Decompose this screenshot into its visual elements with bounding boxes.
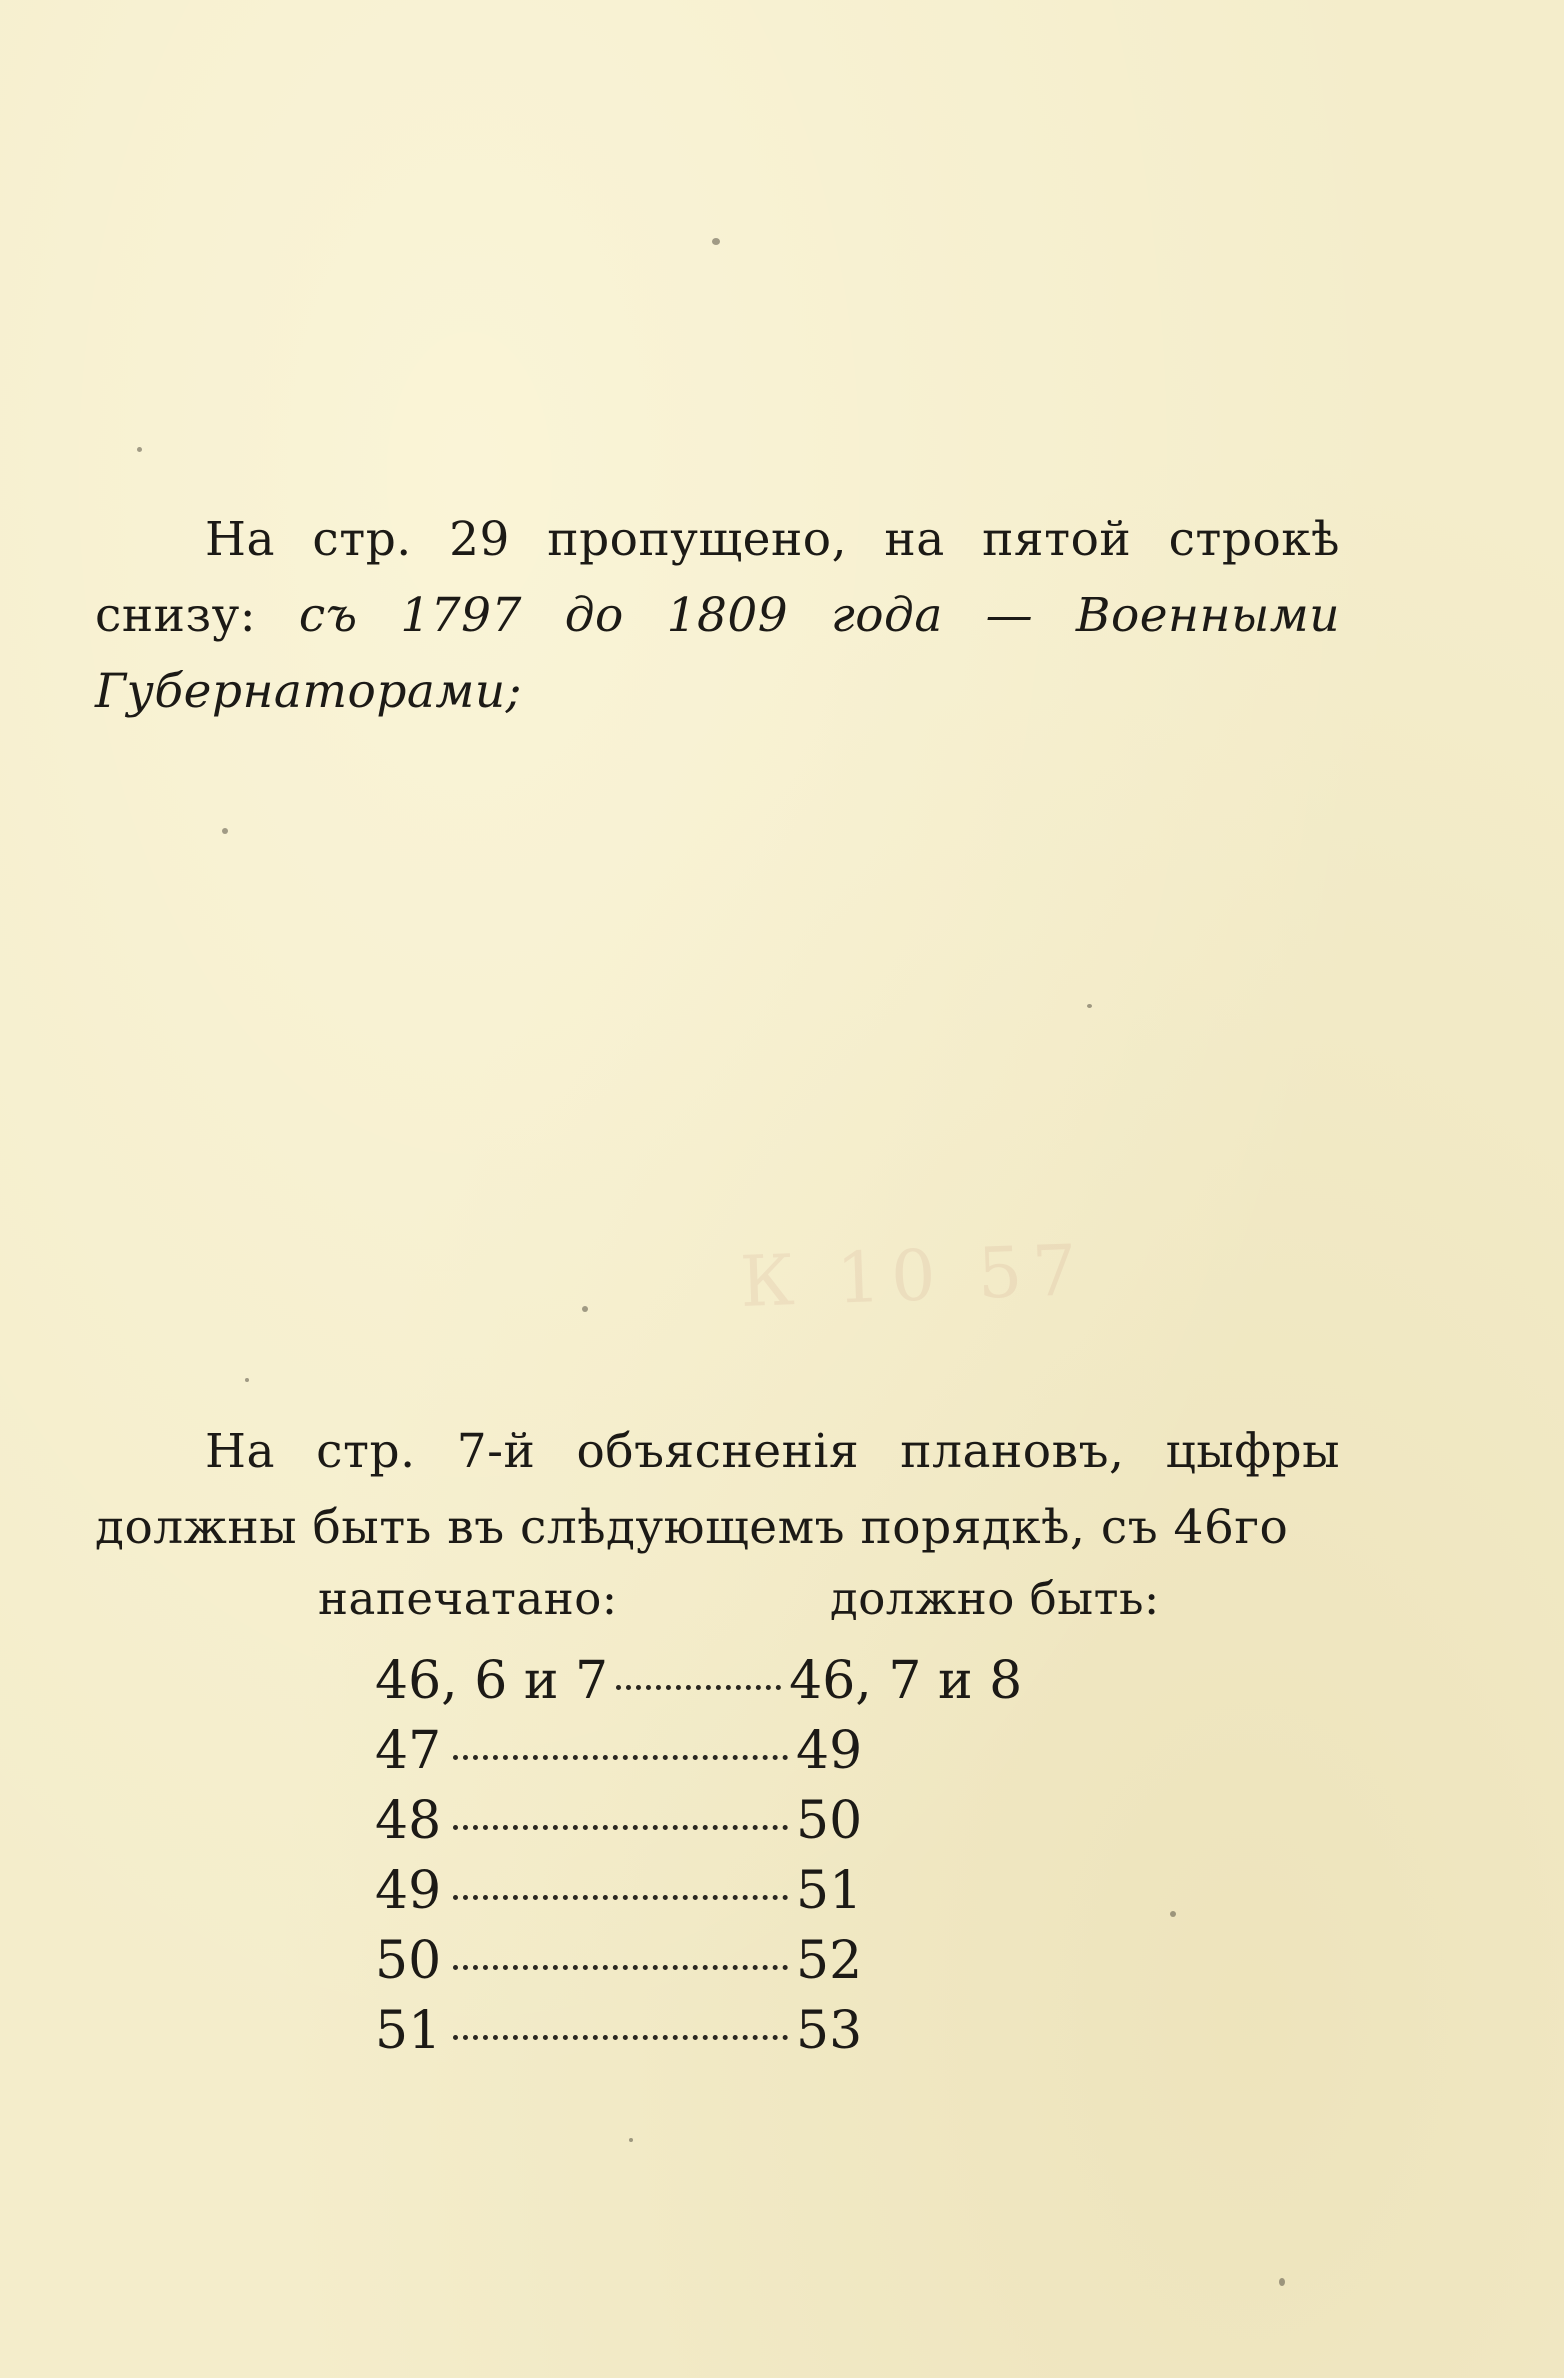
printed-value: 47: [375, 1721, 442, 1781]
paper-speck: [222, 828, 228, 834]
table-row: [375, 1996, 1175, 2066]
printed-value: 46, 6 и 7: [375, 1651, 609, 1711]
correct-value: 50: [796, 1791, 863, 1851]
table-row: [375, 1646, 1175, 1716]
correct-value: 51: [796, 1861, 863, 1921]
paper-speck: [1087, 1004, 1092, 1008]
paragraph-1-inserted-text: съ 1797 до 1809 года — Военными Губернаторами;: [95, 588, 1340, 719]
paper-speck: [629, 2138, 633, 2142]
paper-speck: [712, 238, 720, 245]
correction-table: [375, 1646, 1175, 2066]
correction-paragraph-2: [95, 1414, 1340, 1566]
correct-value: 53: [796, 2001, 863, 2061]
printed-value: 50: [375, 1931, 442, 1991]
paragraph-2-text: На стр. 7-й объясненія плановъ, цыфры должны быть въ слѣдующемъ порядкѣ, съ 46го: [95, 1424, 1340, 1555]
table-row: [375, 1856, 1175, 1926]
dot-leader: [616, 1685, 781, 1690]
header-should-be: должно быть:: [830, 1572, 1160, 1625]
correct-value: 49: [796, 1721, 863, 1781]
paragraph-1-lead: На стр. 29 пропущено, на пятой строкѣ снизу:: [95, 512, 1340, 643]
dot-leader: [453, 2035, 788, 2040]
table-row: [375, 1716, 1175, 1786]
dot-leader: [453, 1755, 788, 1760]
dot-leader: [453, 1965, 788, 1970]
paper-speck: [582, 1306, 588, 1312]
printed-value: 49: [375, 1861, 442, 1921]
library-stamp: К 10 57: [738, 1228, 1089, 1324]
dot-leader: [453, 1825, 788, 1830]
table-row: [375, 1926, 1175, 1996]
correct-value: 46, 7 и 8: [789, 1651, 1023, 1711]
correction-paragraph-1: [95, 502, 1340, 730]
header-printed: напечатано:: [318, 1572, 618, 1625]
table-row: [375, 1786, 1175, 1856]
printed-value: 51: [375, 2001, 442, 2061]
correct-value: 52: [796, 1931, 863, 1991]
paper-speck: [137, 447, 142, 452]
printed-value: 48: [375, 1791, 442, 1851]
paper-speck: [1279, 2278, 1285, 2286]
dot-leader: [453, 1895, 788, 1900]
paper-speck: [245, 1378, 249, 1382]
